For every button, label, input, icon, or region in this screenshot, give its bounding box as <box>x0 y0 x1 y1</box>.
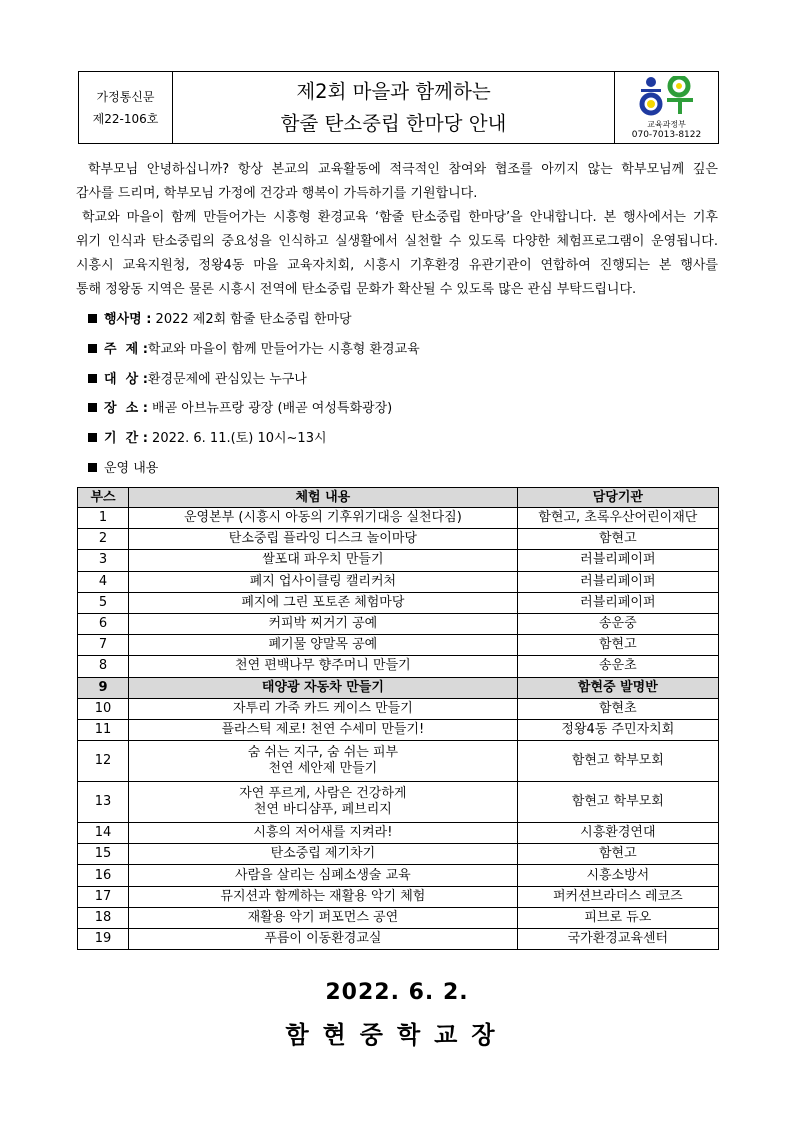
booth-number: 5 <box>78 592 129 613</box>
title-line2: 함줄 탄소중립 한마당 안내 <box>280 111 507 135</box>
booth-number: 6 <box>78 613 129 634</box>
table-row <box>78 865 719 886</box>
logo-dept: 교육과정부 <box>647 120 686 129</box>
booth-org: 러블리페이퍼 <box>517 592 718 613</box>
booth-content: 태양광 자동차 만들기 <box>129 677 518 698</box>
booth-content-line: 숨 쉬는 지구, 숨 쉬는 피부 <box>247 745 399 761</box>
table-row <box>78 907 719 928</box>
booth-number: 7 <box>78 635 129 656</box>
booth-number: 9 <box>78 677 129 698</box>
event-theme <box>88 340 420 360</box>
booth-content: 커피박 찌거기 공예 <box>129 613 518 634</box>
booth-content: 자투리 가죽 카드 케이스 만들기 <box>129 698 518 719</box>
booth-number: 18 <box>78 907 129 928</box>
booth-content <box>129 741 518 782</box>
booth-content: 재활용 악기 퍼포먼스 공연 <box>129 907 518 928</box>
booth-org: 피브로 듀오 <box>517 907 718 928</box>
square-bullet-icon <box>88 314 97 323</box>
booth-content: 폐기물 양말목 공예 <box>129 635 518 656</box>
booth-content: 탄소중립 제기차기 <box>129 844 518 865</box>
booth-org: 시흥소방서 <box>517 865 718 886</box>
intro-line: 시흥시 교육지원청, 정왕4동 마을 교육자치회, 시흥시 기후환경 유관기관이 연합하여 진행되는 본 행사를 <box>76 258 718 273</box>
booth-number: 11 <box>78 719 129 740</box>
square-bullet-icon <box>88 403 97 412</box>
booth-content: 사람을 살리는 심폐소생술 교육 <box>129 865 518 886</box>
intro-paragraph-2 <box>76 206 718 302</box>
event-place <box>88 399 392 419</box>
booth-org: 함현고 <box>517 844 718 865</box>
booth-content: 플라스틱 제로! 천연 수세미 만들기! <box>129 719 518 740</box>
doc-info <box>79 72 173 143</box>
event-period-label: 기 간 : <box>104 431 148 446</box>
booth-content-line: 천연 바디샴푸, 페브리지 <box>253 802 392 818</box>
header-booth: 부스 <box>78 488 129 508</box>
booth-number: 8 <box>78 656 129 677</box>
table-row <box>78 656 719 677</box>
booth-org: 함현고, 초록우산어린이재단 <box>517 508 718 529</box>
booth-org: 송운중 <box>517 613 718 634</box>
page-title <box>173 72 614 143</box>
table-row <box>78 698 719 719</box>
event-place-label: 장 소 : <box>104 401 148 416</box>
square-bullet-icon <box>88 433 97 442</box>
booth-content: 운영본부 (시흥시 아동의 기후위기대응 실천다짐) <box>129 508 518 529</box>
header-content: 체험 내용 <box>129 488 518 508</box>
event-period <box>88 429 327 449</box>
booth-org: 시흥환경연대 <box>517 823 718 844</box>
table-row <box>78 592 719 613</box>
title-line1: 제2회 마을과 함께하는 <box>296 79 491 103</box>
school-logo-icon <box>637 76 697 118</box>
table-body <box>78 508 719 950</box>
table-row <box>78 719 719 740</box>
booth-content: 쌀포대 파우치 만들기 <box>129 550 518 571</box>
booth-org: 함현고 <box>517 529 718 550</box>
booth-number: 14 <box>78 823 129 844</box>
booth-org: 송운초 <box>517 656 718 677</box>
booth-content: 시흥의 저어새를 지켜라! <box>129 823 518 844</box>
booth-org: 정왕4동 주민자치회 <box>517 719 718 740</box>
table-row <box>78 550 719 571</box>
intro-line: 감사를 드리며, 학부모님 가정에 건강과 행복이 가득하기를 기원합니다. <box>76 186 478 201</box>
booth-org: 함현고 학부모회 <box>517 782 718 823</box>
intro-paragraph-1 <box>76 158 718 206</box>
table-row <box>78 741 719 782</box>
intro-line: 통해 정왕동 지역은 물론 시흥시 전역에 탄소중립 문화가 확산될 수 있도록 많은 관심 부탁드립니다. <box>76 282 637 297</box>
booth-number: 15 <box>78 844 129 865</box>
square-bullet-icon <box>88 374 97 383</box>
booth-number: 4 <box>78 571 129 592</box>
table-row <box>78 929 719 950</box>
table-row <box>78 529 719 550</box>
booth-number: 12 <box>78 741 129 782</box>
booth-content-line: 천연 세안제 만들기 <box>268 761 378 777</box>
table-row <box>78 886 719 907</box>
issue-date: 2022. 6. 2. <box>325 980 469 1005</box>
booth-content-line: 자연 푸르게, 사람은 건강하게 <box>239 786 407 802</box>
signer: 함현중학교장 <box>285 1021 509 1049</box>
booth-content: 푸름이 이동환경교실 <box>129 929 518 950</box>
header-box <box>78 71 719 144</box>
header-org: 담당기관 <box>517 488 718 508</box>
doc-number: 제22-106호 <box>92 111 159 126</box>
booth-org: 함현고 <box>517 635 718 656</box>
intro-line: 위기 인식과 탄소중립의 중요성을 인식하고 실생활에서 실천할 수 있도록 다양한 체험프로그램이 운영됩니다. <box>76 234 718 249</box>
booth-number: 17 <box>78 886 129 907</box>
operations-heading <box>88 459 158 479</box>
square-bullet-icon <box>88 344 97 353</box>
booth-number: 1 <box>78 508 129 529</box>
booth-content: 뮤지션과 함께하는 재활용 악기 체험 <box>129 886 518 907</box>
event-place-value: 배곧 아브뉴프랑 광장 (배곧 여성특화광장) <box>152 401 393 416</box>
event-name-value: 2022 제2회 함줄 탄소중립 한마당 <box>155 312 352 327</box>
table-row <box>78 613 719 634</box>
booth-org: 국가환경교육센터 <box>517 929 718 950</box>
booth-number: 19 <box>78 929 129 950</box>
table-header-row <box>78 488 719 508</box>
intro-line: 학교와 마을이 함께 만들어가는 시흥형 환경교육 ‘함줄 탄소중립 한마당’을 안내합니다. 본 행사에서는 기후 <box>82 210 718 225</box>
table-row <box>78 844 719 865</box>
event-theme-label: 주 제 : <box>104 342 148 357</box>
event-period-value: 2022. 6. 11.(토) 10시~13시 <box>152 431 327 446</box>
booth-number: 10 <box>78 698 129 719</box>
table-row <box>78 508 719 529</box>
table-row <box>78 635 719 656</box>
square-bullet-icon <box>88 463 97 472</box>
operations-label: 운영 내용 <box>104 461 159 476</box>
booth-org: 함현고 학부모회 <box>517 741 718 782</box>
table-row <box>78 677 719 698</box>
booth-org: 함현중 발명반 <box>517 677 718 698</box>
doc-type: 가정통신문 <box>96 89 155 104</box>
booth-content: 천연 편백나무 향주머니 만들기 <box>129 656 518 677</box>
event-target-label: 대 상 : <box>104 372 148 387</box>
logo-phone: 070-7013-8122 <box>631 130 702 140</box>
booth-content <box>129 782 518 823</box>
table-row <box>78 823 719 844</box>
booth-content: 탄소중립 플라잉 디스크 놀이마당 <box>129 529 518 550</box>
booth-org: 러블리페이퍼 <box>517 571 718 592</box>
event-target-value: 환경문제에 관심있는 누구나 <box>147 372 307 387</box>
event-name <box>88 310 352 330</box>
booth-number: 16 <box>78 865 129 886</box>
booth-table <box>77 487 719 950</box>
booth-org: 러블리페이퍼 <box>517 550 718 571</box>
booth-content: 폐지 업사이클링 캘리커처 <box>129 571 518 592</box>
event-target <box>88 370 307 390</box>
event-theme-value: 학교와 마을이 함께 만들어가는 시흥형 환경교육 <box>147 342 420 357</box>
booth-org: 함현초 <box>517 698 718 719</box>
intro-line: 학부모님 안녕하십니까? 항상 본교의 교육활동에 적극적인 참여와 협조를 아끼지 않는 학부모님께 깊은 <box>88 162 718 177</box>
table-row <box>78 571 719 592</box>
booth-number: 13 <box>78 782 129 823</box>
table-row <box>78 782 719 823</box>
booth-number: 3 <box>78 550 129 571</box>
event-name-label: 행사명 : <box>104 312 152 327</box>
booth-number: 2 <box>78 529 129 550</box>
booth-org: 퍼커션브라더스 레코즈 <box>517 886 718 907</box>
booth-content: 폐지에 그린 포토존 체험마당 <box>129 592 518 613</box>
school-logo-area <box>614 72 718 143</box>
